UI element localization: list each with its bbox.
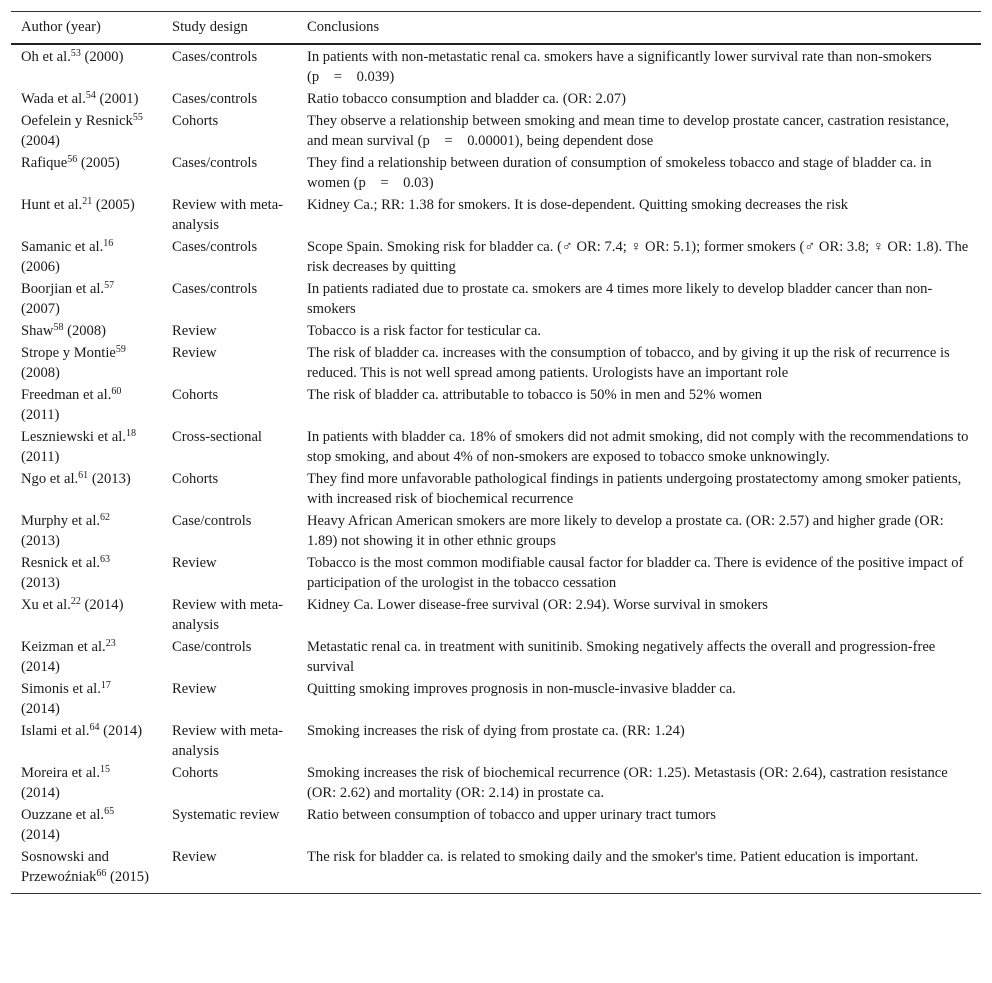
author-name: Hunt et al. (21, 197, 83, 213)
conclusions-cell: The risk for bladder ca. is related to smoking daily and the smoker's time. Patient education is important. (297, 847, 981, 894)
conclusions-cell: Kidney Ca.; RR: 1.38 for smokers. It is dose-dependent. Quitting smoking decreases the risk (307, 197, 849, 213)
reference-number: 17 (100, 680, 111, 691)
conclusions-cell: In patients radiated due to prostate ca. smokers are 4 times more likely to develop bladder cancer than non-smokers (307, 281, 933, 317)
table-row (11, 195, 981, 237)
conclusions-cell: They find a relationship between duration of consumption of smokeless tobacco and stage of bladder ca. in women (p = 0.03) (307, 155, 932, 191)
study-design-cell: Review (162, 847, 297, 894)
author-name: Xu et al. (21, 597, 71, 613)
author-name: Sosnowski and Przewoźniak (21, 849, 109, 885)
conclusions-cell: Scope Spain. Smoking risk for bladder ca. (♂ OR: 7.4; ♀ OR: 5.1); former smokers (♂ OR: 3.8; ♀ OR: 1.8). The risk decreases by quitting (307, 239, 969, 275)
author-name: Moreira et al. (21, 765, 101, 781)
conclusions-cell: Kidney Ca. Lower disease-free survival (OR: 2.94). Worse survival in smokers (307, 597, 768, 613)
reference-number: 16 (103, 238, 114, 249)
author-cell (11, 679, 162, 721)
table-row (11, 511, 981, 553)
author-cell (11, 321, 162, 343)
author-cell (11, 469, 162, 511)
study-design-cell: Case/controls (172, 639, 252, 655)
conclusions-cell: Quitting smoking improves prognosis in non-muscle-invasive bladder ca. (307, 681, 736, 697)
table-header (11, 12, 981, 45)
header-row (11, 12, 981, 45)
reference-number: 65 (104, 806, 115, 817)
author-year: (2015) (110, 869, 149, 885)
study-design-cell: Systematic review (172, 807, 280, 823)
study-design-cell: Review (172, 681, 217, 697)
study-design-cell: Cases/controls (172, 49, 258, 65)
author-name: Oefelein y Resnick (21, 113, 133, 129)
table-row (11, 847, 981, 894)
study-design-cell: Cohorts (172, 387, 219, 403)
table-row (11, 679, 981, 721)
author-year: (2006) (21, 259, 60, 275)
study-design-cell: Cases/controls (172, 281, 258, 297)
author-cell (11, 637, 162, 679)
table-body (11, 44, 981, 894)
study-design-cell: Cohorts (172, 471, 219, 487)
author-cell (11, 237, 162, 279)
study-design-cell: Cohorts (172, 765, 219, 781)
author-year: (2001) (99, 91, 139, 107)
author-cell (11, 427, 162, 469)
author-name: Freedman et al. (21, 387, 112, 403)
author-cell (11, 279, 162, 321)
conclusions-cell: Heavy African American smokers are more likely to develop a prostate ca. (OR: 2.57) and higher grade (OR: 1.89) not showing it in other ethnic groups (307, 513, 944, 549)
author-name: Strope y Montie (21, 345, 116, 361)
reference-number: 22 (70, 596, 81, 607)
reference-number: 66 (96, 868, 107, 879)
author-year: (2011) (21, 449, 60, 465)
conclusions-cell: Tobacco is the most common modifiable causal factor for bladder ca. There is evidence of the positive impact of participation of the urologist in the tobacco cessation (307, 555, 964, 591)
author-year: (2005) (80, 155, 120, 171)
reference-number: 15 (100, 764, 111, 775)
table-row (11, 385, 981, 427)
author-cell (11, 44, 162, 89)
conclusions-cell: They find more unfavorable pathological findings in patients undergoing prostatectomy among smoker patients, with increased risk of biochemical recurrence (307, 471, 962, 507)
author-year: (2014) (84, 597, 124, 613)
study-design-cell: Cohorts (172, 113, 219, 129)
author-cell (11, 595, 162, 637)
study-design-cell: Cases/controls (172, 91, 258, 107)
studies-table (11, 11, 981, 894)
author-year: (2011) (21, 407, 60, 423)
reference-number: 59 (115, 344, 126, 355)
reference-number: 23 (105, 638, 116, 649)
author-name: Murphy et al. (21, 513, 101, 529)
author-year: (2000) (84, 49, 124, 65)
study-design-cell: Review with meta-analysis (172, 597, 284, 633)
conclusions-cell: Smoking increases the risk of dying from prostate ca. (RR: 1.24) (307, 723, 685, 739)
reference-number: 56 (67, 154, 78, 165)
study-design-cell: Review (172, 323, 217, 339)
reference-number: 60 (111, 386, 122, 397)
study-design-cell: Cases/controls (172, 155, 258, 171)
reference-number: 64 (89, 722, 100, 733)
table-row (11, 321, 981, 343)
study-design-cell: Cases/controls (172, 239, 258, 255)
reference-number: 61 (78, 470, 89, 481)
author-year: (2014) (21, 701, 60, 717)
conclusions-cell: In patients with non-metastatic renal ca. smokers have a significantly lower survival rate than non-smokers (p = 0.039) (307, 49, 932, 85)
author-year: (2007) (21, 301, 60, 317)
reference-number: 21 (82, 196, 93, 207)
author-year: (2008) (67, 323, 107, 339)
author-name: Leszniewski et al. (21, 429, 126, 445)
conclusions-cell: Smoking increases the risk of biochemical recurrence (OR: 1.25). Metastasis (OR: 2.64), castration resistance (OR: 2.62) and mortality (OR: 2.14) in prostate ca. (307, 765, 948, 801)
author-cell (11, 805, 162, 847)
table-row (11, 343, 981, 385)
conclusions-cell: Ratio tobacco consumption and bladder ca. (OR: 2.07) (307, 91, 626, 107)
table-row (11, 469, 981, 511)
header-author: Author (year) (11, 12, 162, 45)
study-design-cell: Cross-sectional (172, 429, 262, 445)
author-name: Oh et al. (21, 49, 71, 65)
author-year: (2013) (21, 575, 60, 591)
author-name: Samanic et al. (21, 239, 104, 255)
author-cell (11, 553, 162, 595)
studies-table-container (11, 11, 981, 894)
conclusions-cell: In patients with bladder ca. 18% of smokers did not admit smoking, did not comply with the recommendations to stop smoking, and about 4% of non-smokers are exposed to tobacco smoke unknowingly. (307, 429, 969, 465)
conclusions-cell: They observe a relationship between smoking and mean time to develop prostate cancer, castration resistance, and mean survival (p = 0.00001), being dependent dose (307, 113, 950, 149)
author-year: (2004) (21, 133, 60, 149)
author-cell (11, 721, 162, 763)
author-name: Islami et al. (21, 723, 90, 739)
reference-number: 18 (125, 428, 136, 439)
table-row (11, 89, 981, 111)
table-row (11, 763, 981, 805)
conclusions-cell: Tobacco is a risk factor for testicular ca. (307, 323, 541, 339)
author-cell (11, 763, 162, 805)
author-year: (2014) (21, 785, 60, 801)
study-design-cell: Review (172, 555, 217, 571)
author-name: Wada et al. (21, 91, 86, 107)
author-name: Boorjian et al. (21, 281, 105, 297)
reference-number: 63 (100, 554, 111, 565)
table-row (11, 595, 981, 637)
author-year: (2008) (21, 365, 60, 381)
reference-number: 55 (132, 112, 143, 123)
author-year: (2014) (21, 659, 60, 675)
author-name: Shaw (21, 323, 54, 339)
table-row (11, 153, 981, 195)
author-cell (11, 89, 162, 111)
table-row (11, 237, 981, 279)
author-name: Ngo et al. (21, 471, 79, 487)
reference-number: 54 (85, 90, 96, 101)
table-row (11, 427, 981, 469)
author-cell (11, 511, 162, 553)
table-row (11, 111, 981, 153)
author-cell (11, 195, 162, 237)
author-year: (2014) (21, 827, 60, 843)
author-year: (2005) (95, 197, 135, 213)
conclusions-cell: Ratio between consumption of tobacco and upper urinary tract tumors (307, 807, 716, 823)
reference-number: 62 (100, 512, 111, 523)
conclusions-cell: The risk of bladder ca. attributable to tobacco is 50% in men and 52% women (307, 387, 763, 403)
conclusions-cell: The risk of bladder ca. increases with the consumption of tobacco, and by giving it up the risk of recurrence is reduced. This is not well spread among patients. Urologists have an important role (307, 345, 950, 381)
author-cell (11, 111, 162, 153)
table-row (11, 721, 981, 763)
header-conclusions: Conclusions (297, 12, 981, 45)
reference-number: 53 (70, 48, 81, 59)
table-row (11, 279, 981, 321)
study-design-cell: Review with meta-analysis (172, 723, 284, 759)
author-cell (11, 153, 162, 195)
author-name: Rafique (21, 155, 68, 171)
table-row (11, 637, 981, 679)
study-design-cell: Review (172, 345, 217, 361)
study-design-cell: Review with meta-analysis (172, 197, 284, 233)
author-cell (11, 385, 162, 427)
reference-number: 58 (53, 322, 64, 333)
table-row (11, 805, 981, 847)
author-name: Keizman et al. (21, 639, 106, 655)
author-year: (2013) (91, 471, 131, 487)
author-year: (2014) (103, 723, 143, 739)
header-study-design: Study design (162, 12, 297, 45)
author-name: Ouzzane et al. (21, 807, 105, 823)
author-year: (2013) (21, 533, 60, 549)
reference-number: 57 (104, 280, 115, 291)
table-row (11, 44, 981, 89)
author-name: Resnick et al. (21, 555, 101, 571)
author-name: Simonis et al. (21, 681, 101, 697)
author-cell (11, 343, 162, 385)
conclusions-cell: Metastatic renal ca. in treatment with sunitinib. Smoking negatively affects the overall and progression-free survival (307, 639, 936, 675)
author-cell (11, 847, 162, 894)
table-row (11, 553, 981, 595)
study-design-cell: Case/controls (172, 513, 252, 529)
